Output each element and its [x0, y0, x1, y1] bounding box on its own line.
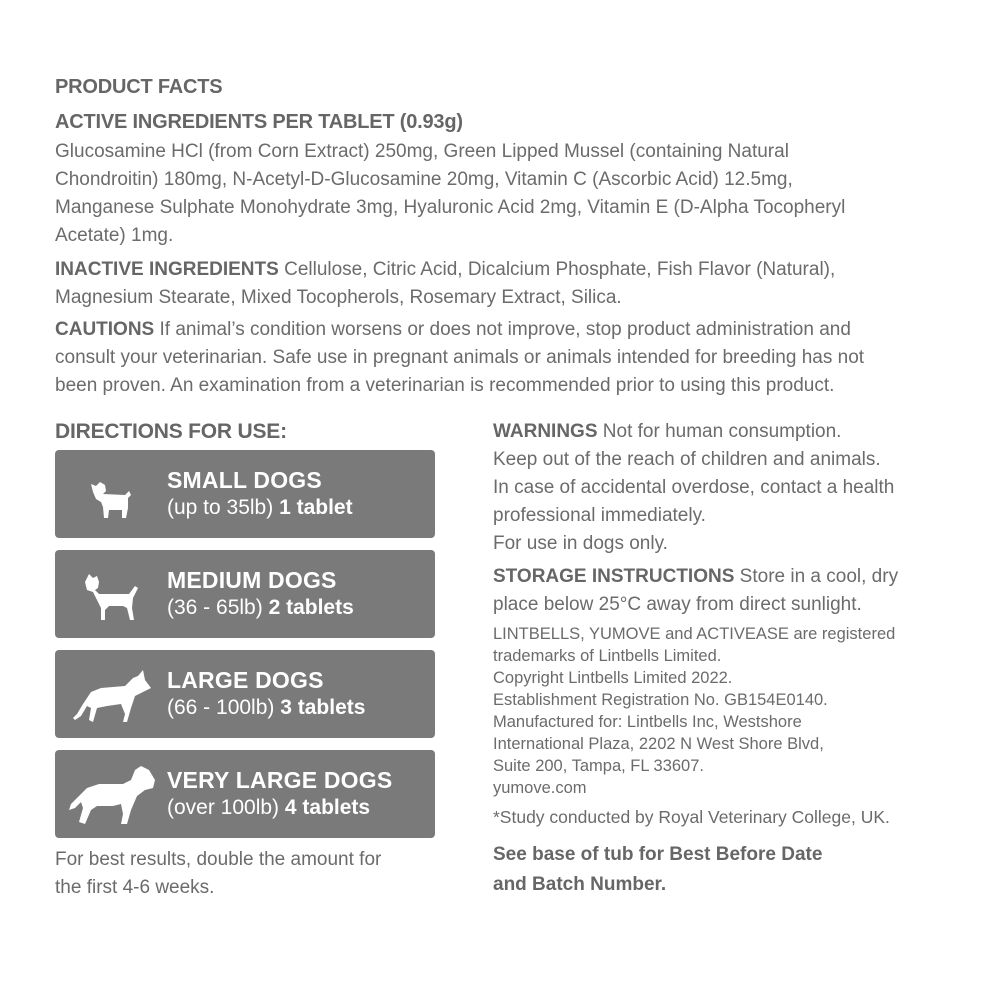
warnings-line: Not for human consumption. [597, 421, 842, 442]
dosage-card-title: VERY LARGE DOGS [167, 767, 393, 793]
cautions-line: consult your veterinarian. Safe use in pregnant animals or animals intended for breeding has not [55, 347, 865, 368]
legal-line: Copyright Lintbells Limited 2022. [493, 669, 733, 687]
dosage-card-dose [167, 696, 365, 720]
legal-line: Manufactured for: Lintbells Inc, Westshore [493, 713, 802, 731]
storage-line: Store in a cool, dry [734, 566, 899, 587]
legal-line: Suite 200, Tampa, FL 33607. [493, 757, 704, 775]
cautions-line: been proven. An examination from a veterinarian is recommended prior to using this product. [55, 375, 835, 396]
cautions-line: If animal’s condition worsens or does not improve, stop product administration and [154, 319, 851, 340]
warnings-line: In case of accidental overdose, contact a health [493, 477, 895, 498]
legal-section [493, 623, 993, 799]
warnings-line: For use in dogs only. [493, 533, 668, 554]
storage-line: place below 25°C away from direct sunlight. [493, 594, 862, 615]
active-ingredients-text [55, 138, 1000, 250]
dosage-card-medium [55, 550, 435, 638]
legal-line: International Plaza, 2202 N West Shore Blvd, [493, 735, 824, 753]
active-ingredients-heading: ACTIVE INGREDIENTS PER TABLET (0.93g) [55, 111, 463, 133]
inactive-ingredients-text [55, 256, 1000, 312]
dosage-amount: 1 tablet [279, 496, 353, 519]
dosage-card-dose [167, 596, 354, 620]
cautions-text [55, 316, 1000, 400]
dosage-card-dose [167, 496, 353, 520]
active-ingredients-line: Glucosamine HCl (from Corn Extract) 250mg, Green Lipped Mussel (containing Natural [55, 141, 789, 162]
warnings-label: WARNINGS [493, 421, 598, 442]
product-facts-heading: PRODUCT FACTS [55, 76, 223, 98]
inactive-ingredients-label: INACTIVE INGREDIENTS [55, 259, 279, 280]
dosage-amount: 2 tablets [268, 596, 354, 619]
legal-line: Establishment Registration No. GB154E0140. [493, 691, 828, 709]
dosage-weight-range: (66 - 100lb) [167, 696, 275, 719]
warnings-section [493, 418, 993, 558]
dosage-weight-range: (36 - 65lb) [167, 596, 263, 619]
dosage-card-title: LARGE DOGS [167, 667, 324, 693]
storage-label: STORAGE INSTRUCTIONS [493, 566, 735, 587]
small-dog-icon [65, 458, 157, 530]
dosage-card-small [55, 450, 435, 538]
dosage-weight-range: (over 100lb) [167, 796, 280, 819]
dosing-note [55, 846, 455, 902]
inactive-ingredients-line: Cellulose, Citric Acid, Dicalcium Phosphate, Fish Flavor (Natural), [278, 259, 836, 280]
dosing-note-line: For best results, double the amount for [55, 849, 382, 870]
medium-dog-icon [65, 558, 157, 630]
active-ingredients-line: Chondroitin) 180mg, N-Acetyl-D-Glucosamine 20mg, Vitamin C (Ascorbic Acid) 12.5mg, [55, 169, 793, 190]
active-ingredients-line: Acetate) 1mg. [55, 225, 174, 246]
legal-line: yumove.com [493, 779, 587, 797]
dosage-amount: 3 tablets [280, 696, 366, 719]
dosage-card-title: MEDIUM DOGS [167, 567, 337, 593]
active-ingredients-line: Manganese Sulphate Monohydrate 3mg, Hyaluronic Acid 2mg, Vitamin E (D-Alpha Tocopheryl [55, 197, 846, 218]
large-dog-icon [65, 658, 157, 730]
warnings-line: Keep out of the reach of children and animals. [493, 449, 881, 470]
very-large-dog-icon [65, 758, 157, 830]
inactive-ingredients-line: Magnesium Stearate, Mixed Tocopherols, Rosemary Extract, Silica. [55, 287, 622, 308]
best-before-note [493, 840, 993, 900]
study-note-text: *Study conducted by Royal Veterinary College, UK. [493, 807, 890, 827]
best-before-line: See base of tub for Best Before Date [493, 844, 823, 865]
dosage-amount: 4 tablets [284, 796, 371, 819]
dosage-card-very-large [55, 750, 435, 838]
study-note [493, 806, 993, 828]
best-before-line: and Batch Number. [493, 874, 667, 895]
dosage-card-title: SMALL DOGS [167, 467, 322, 493]
legal-line: LINTBELLS, YUMOVE and ACTIVEASE are registered [493, 625, 896, 643]
legal-line: trademarks of Lintbells Limited. [493, 647, 722, 665]
dosage-card-large [55, 650, 435, 738]
dosage-card-dose [167, 796, 370, 820]
directions-heading: DIRECTIONS FOR USE: [55, 420, 287, 443]
dosage-weight-range: (up to 35lb) [167, 496, 274, 519]
cautions-label: CAUTIONS [55, 319, 155, 340]
dosing-note-line: the first 4-6 weeks. [55, 877, 215, 898]
storage-section [493, 563, 993, 619]
warnings-line: professional immediately. [493, 505, 706, 526]
